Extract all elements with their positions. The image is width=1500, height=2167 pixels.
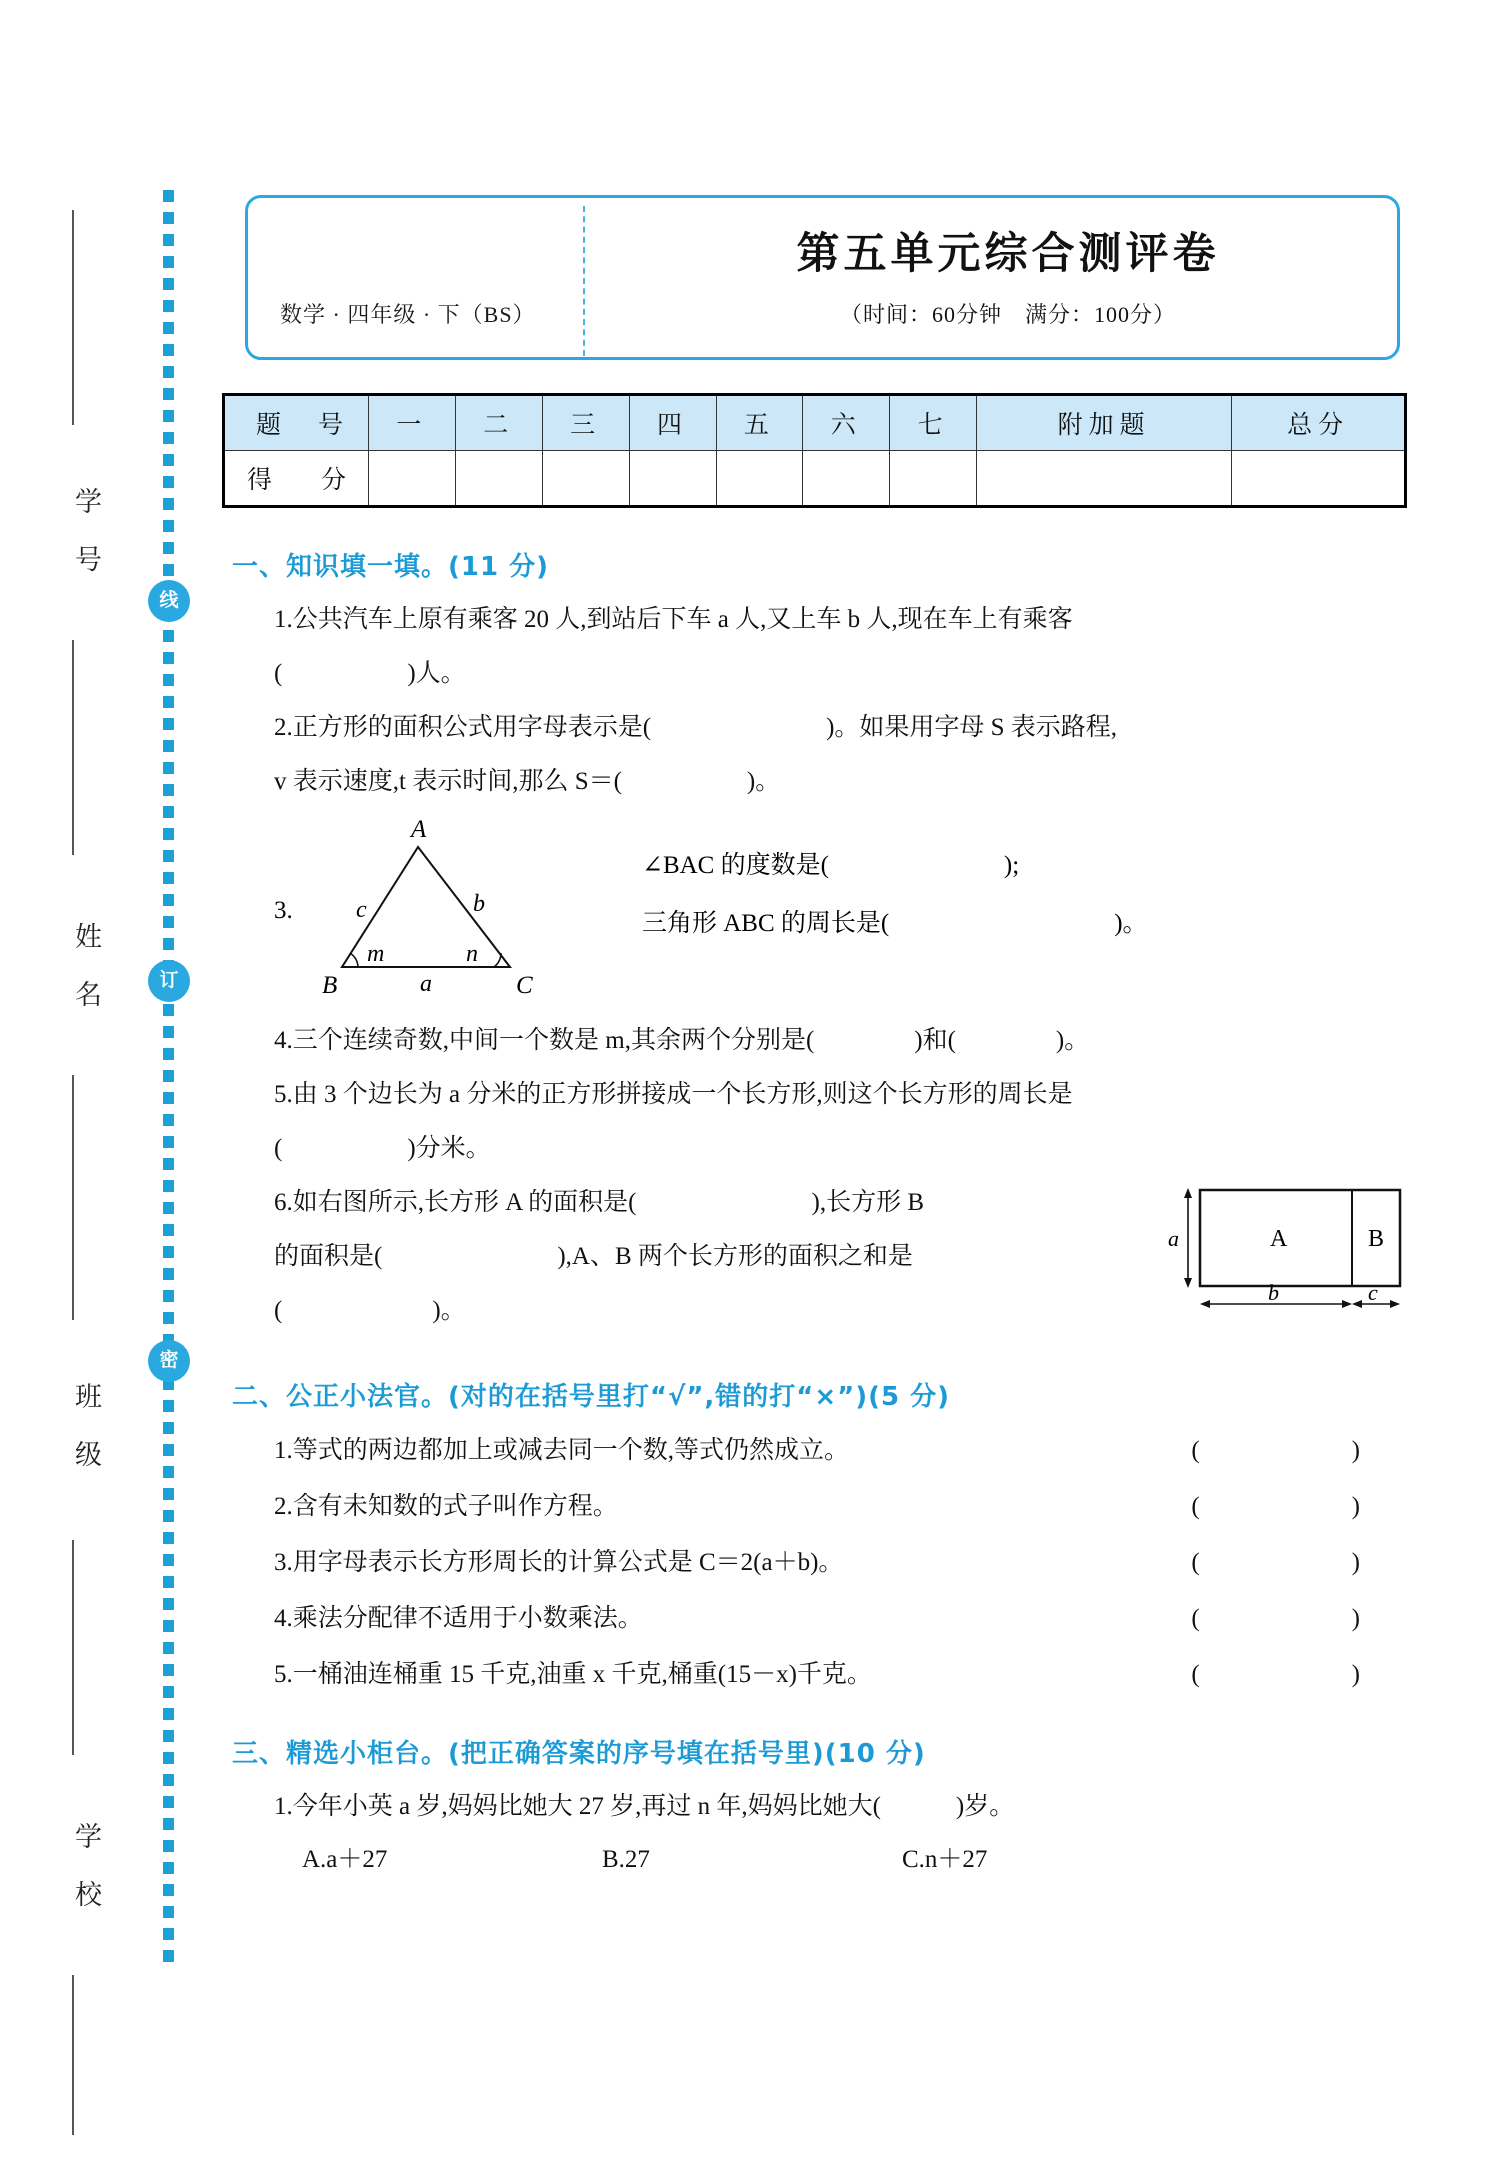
sidebar-field-school: 学 校 — [71, 1821, 101, 1909]
triangle-label-c: c — [356, 897, 367, 923]
score-cell-7[interactable] — [890, 451, 977, 507]
rect-label-A: A — [1270, 1226, 1288, 1252]
question-1-3-line1: ∠BAC 的度数是( ); — [642, 852, 1020, 879]
score-cell-6[interactable] — [803, 451, 890, 507]
score-cell-3[interactable] — [542, 451, 629, 507]
question-3-1-line1: 1.今年小英 a 岁,妈妈比她大 27 岁,再过 n 年,妈妈比她大( )岁。 — [274, 1793, 1015, 1820]
triangle-label-C: C — [516, 972, 533, 999]
question-1-1 — [274, 593, 1412, 701]
question-1-3 — [262, 809, 1412, 1014]
sidebar-field-student-id: 学 号 — [71, 486, 101, 574]
question-3-1 — [274, 1780, 1412, 1834]
triangle-label-b: b — [473, 891, 485, 917]
score-table-label-number: 题 号 — [224, 395, 369, 451]
score-col-bonus: 附加题 — [977, 395, 1232, 451]
sidebar-rule-1 — [72, 210, 74, 425]
triangle-label-m: m — [367, 941, 385, 967]
tf-item-3 — [274, 1535, 1414, 1591]
triangle-label-B: B — [322, 972, 338, 999]
tf-item-4 — [274, 1591, 1414, 1647]
tf-item-1-text: 1.等式的两边都加上或减去同一个数,等式仍然成立。 — [274, 1437, 850, 1464]
question-1-5-line1: 5.由 3 个边长为 a 分米的正方形拼接成一个长方形,则这个长方形的周长是 — [274, 1081, 1073, 1108]
tf-item-5-text: 5.一桶油连桶重 15 千克,油重 x 千克,桶重(15－x)千克。 — [274, 1661, 872, 1688]
choice-c[interactable]: C.n＋27 — [902, 1846, 988, 1873]
score-cell-4[interactable] — [629, 451, 716, 507]
exam-content — [222, 530, 1412, 1886]
tf-item-2-answer[interactable]: ( ) — [1191, 1493, 1394, 1520]
question-1-6-text — [274, 1176, 1124, 1338]
binding-sidebar — [0, 0, 185, 2167]
triangle-label-A: A — [411, 816, 427, 843]
page-title: 第五单元综合测评卷 — [796, 229, 1220, 279]
score-cell-5[interactable] — [716, 451, 803, 507]
dashed-fold-line — [163, 190, 174, 1970]
question-1-5-line2: ( )分米。 — [274, 1135, 491, 1162]
score-col-4: 四 — [629, 395, 716, 451]
tf-item-5 — [274, 1647, 1414, 1703]
tf-item-1-answer[interactable]: ( ) — [1191, 1437, 1394, 1464]
section-heading-2: 二、公正小法官。(对的在括号里打“√”,错的打“×”)(5 分) — [232, 1382, 951, 1412]
course-subtitle: 数学 · 四年级 · 下（BS） — [280, 302, 536, 327]
choice-a[interactable]: A.a＋27 — [302, 1846, 388, 1873]
sidebar-field-class: 班 级 — [71, 1381, 101, 1469]
sidebar-rule-2 — [72, 640, 74, 855]
question-1-4 — [274, 1014, 1412, 1068]
question-1-2-line1: 2.正方形的面积公式用字母表示是( )。如果用字母 S 表示路程, — [274, 714, 1118, 741]
question-1-2-line2: v 表示速度,t 表示时间,那么 S＝( )。 — [274, 768, 781, 795]
sidebar-rule-4 — [72, 1540, 74, 1755]
score-col-3: 三 — [542, 395, 629, 451]
paper-header-box — [245, 195, 1400, 360]
sidebar-rule-3 — [72, 1075, 74, 1320]
sidebar-rule-5 — [72, 1975, 74, 2135]
sidebar-field-name: 姓 名 — [71, 921, 101, 1009]
header-divider — [583, 206, 585, 356]
rectangle-diagram — [1158, 1182, 1418, 1322]
score-table — [222, 393, 1407, 508]
question-1-1-line2: ( )人。 — [274, 660, 466, 687]
question-1-3-line2: 三角形 ABC 的周长是( )。 — [642, 910, 1148, 937]
tf-item-3-text: 3.用字母表示长方形周长的计算公式是 C＝2(a＋b)。 — [274, 1549, 844, 1576]
exam-meta: （时间：60分钟 满分：100分） — [839, 302, 1176, 327]
score-col-6: 六 — [803, 395, 890, 451]
score-col-total: 总分 — [1232, 395, 1406, 451]
tf-item-5-answer[interactable]: ( ) — [1191, 1661, 1394, 1688]
question-1-3-text — [642, 837, 1148, 953]
rect-label-B: B — [1368, 1226, 1385, 1252]
question-1-6 — [274, 1176, 1412, 1346]
triangle-label-n: n — [466, 941, 478, 967]
question-1-2 — [274, 701, 1412, 809]
question-1-3-number: 3. — [274, 897, 293, 924]
triangle-label-a: a — [420, 971, 432, 997]
choice-b[interactable]: B.27 — [602, 1846, 650, 1873]
seal-marker-bind: 订 — [148, 960, 190, 1002]
score-col-2: 二 — [455, 395, 542, 451]
score-col-5: 五 — [716, 395, 803, 451]
question-1-1-line1: 1.公共汽车上原有乘客 20 人,到站后下车 a 人,又上车 b 人,现在车上有乘客 — [274, 606, 1073, 633]
score-col-1: 一 — [369, 395, 456, 451]
question-1-6-line3: ( )。 — [274, 1297, 466, 1324]
table-row-header — [224, 395, 1406, 451]
tf-item-1 — [274, 1423, 1414, 1479]
tf-item-4-text: 4.乘法分配律不适用于小数乘法。 — [274, 1605, 643, 1632]
question-3-1-choices — [302, 1834, 1412, 1886]
tf-item-2 — [274, 1479, 1414, 1535]
score-cell-bonus[interactable] — [977, 451, 1232, 507]
rect-label-a: a — [1168, 1226, 1179, 1251]
rect-label-b: b — [1268, 1280, 1279, 1305]
score-table-label-score: 得 分 — [224, 451, 369, 507]
triangle-diagram — [310, 809, 610, 1009]
section-heading-3: 三、精选小柜台。(把正确答案的序号填在括号里)(10 分) — [232, 1739, 926, 1769]
score-cell-total[interactable] — [1232, 451, 1406, 507]
tf-item-2-text: 2.含有未知数的式子叫作方程。 — [274, 1493, 618, 1520]
score-col-7: 七 — [890, 395, 977, 451]
score-cell-2[interactable] — [455, 451, 542, 507]
tf-item-4-answer[interactable]: ( ) — [1191, 1605, 1394, 1632]
rect-label-c: c — [1368, 1280, 1378, 1305]
question-1-5 — [274, 1068, 1412, 1176]
seal-marker-line: 线 — [148, 580, 190, 622]
question-1-6-line2: 的面积是( ),A、B 两个长方形的面积之和是 — [274, 1243, 913, 1270]
table-row-scores — [224, 451, 1406, 507]
score-cell-1[interactable] — [369, 451, 456, 507]
section-heading-1: 一、知识填一填。(11 分) — [232, 552, 549, 582]
question-1-4-line1: 4.三个连续奇数,中间一个数是 m,其余两个分别是( )和( )。 — [274, 1027, 1090, 1054]
tf-item-3-answer[interactable]: ( ) — [1191, 1549, 1394, 1576]
seal-marker-secret: 密 — [148, 1340, 190, 1382]
question-1-6-line1: 6.如右图所示,长方形 A 的面积是( ),长方形 B — [274, 1189, 925, 1216]
